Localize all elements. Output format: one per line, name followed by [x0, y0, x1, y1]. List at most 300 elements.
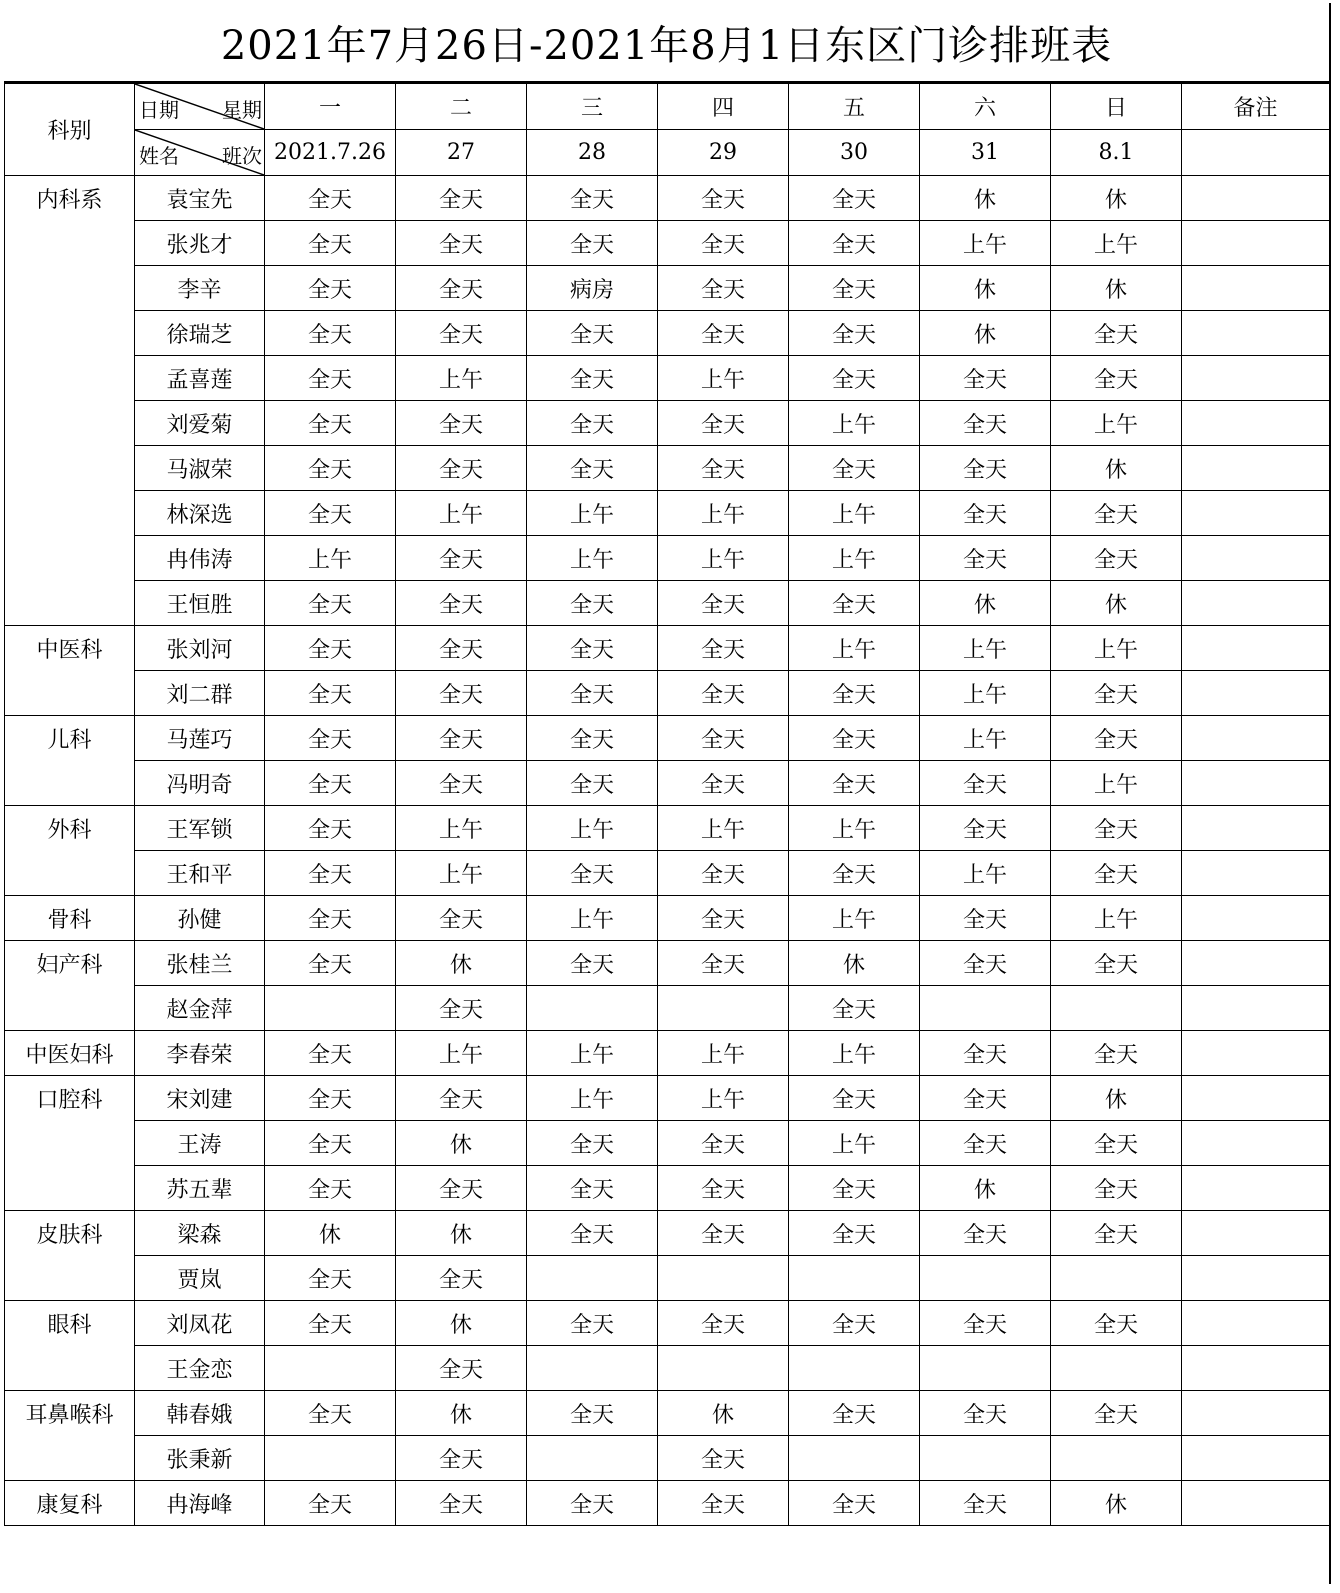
note-cell — [1182, 130, 1330, 176]
name-cell: 马莲巧 — [135, 716, 265, 761]
shift-cell: 全天 — [265, 851, 396, 896]
table-row — [5, 716, 1330, 761]
shift-cell: 全天 — [396, 1436, 527, 1481]
dept-cell: 康复科 — [5, 1481, 135, 1526]
shift-cell: 上午 — [789, 491, 920, 536]
date-cell: 31 — [920, 130, 1051, 176]
shift-cell: 全天 — [527, 1391, 658, 1436]
shift-cell: 休 — [396, 941, 527, 986]
shift-cell: 全天 — [920, 1076, 1051, 1121]
name-cell: 林深选 — [135, 491, 265, 536]
shift-cell: 全天 — [396, 716, 527, 761]
date-label: 日期 — [139, 98, 179, 122]
note-cell — [1182, 1031, 1330, 1076]
name-cell: 袁宝先 — [135, 176, 265, 221]
note-cell — [1182, 626, 1330, 671]
shift-cell: 全天 — [789, 1391, 920, 1436]
shift-cell: 上午 — [527, 806, 658, 851]
shift-cell: 上午 — [789, 536, 920, 581]
shift-cell: 上午 — [1051, 896, 1182, 941]
shift-cell — [789, 1256, 920, 1301]
shift-cell: 休 — [1051, 1076, 1182, 1121]
shift-cell: 全天 — [265, 716, 396, 761]
weekday-cell: 四 — [658, 84, 789, 130]
shift-cell: 休 — [265, 1211, 396, 1256]
table-row — [5, 266, 1330, 311]
note-cell — [1182, 356, 1330, 401]
shift-cell: 上午 — [527, 1031, 658, 1076]
note-cell — [1182, 1436, 1330, 1481]
shift-cell: 全天 — [658, 1301, 789, 1346]
shift-cell: 上午 — [920, 221, 1051, 266]
table-row — [5, 851, 1330, 896]
note-cell — [1182, 986, 1330, 1031]
date-cell: 8.1 — [1051, 130, 1182, 176]
dept-cell: 妇产科 — [5, 941, 135, 986]
shift-cell: 全天 — [265, 221, 396, 266]
dept-cell — [5, 266, 135, 311]
shift-cell: 上午 — [789, 1031, 920, 1076]
note-cell — [1182, 401, 1330, 446]
dept-cell — [5, 986, 135, 1031]
table-row — [5, 1211, 1330, 1256]
shift-cell: 全天 — [920, 941, 1051, 986]
name-cell: 张桂兰 — [135, 941, 265, 986]
shift-cell: 全天 — [396, 176, 527, 221]
date-cell: 27 — [396, 130, 527, 176]
shift-cell: 全天 — [920, 761, 1051, 806]
note-cell — [1182, 851, 1330, 896]
shift-cell: 休 — [1051, 1481, 1182, 1526]
weekday-cell: 六 — [920, 84, 1051, 130]
shift-cell — [789, 1346, 920, 1391]
name-cell: 冉伟涛 — [135, 536, 265, 581]
note-cell — [1182, 671, 1330, 716]
shift-cell: 休 — [396, 1211, 527, 1256]
shift-cell: 全天 — [265, 1391, 396, 1436]
shift-cell: 全天 — [1051, 491, 1182, 536]
note-cell — [1182, 1076, 1330, 1121]
table-row — [5, 311, 1330, 356]
dept-cell — [5, 1436, 135, 1481]
shift-cell: 上午 — [920, 716, 1051, 761]
dept-cell — [5, 1166, 135, 1211]
note-cell — [1182, 1301, 1330, 1346]
note-cell — [1182, 1481, 1330, 1526]
shift-cell: 上午 — [789, 806, 920, 851]
shift-cell: 全天 — [1051, 1031, 1182, 1076]
shift-cell: 全天 — [789, 1301, 920, 1346]
shift-cell: 全天 — [396, 626, 527, 671]
name-cell: 宋刘建 — [135, 1076, 265, 1121]
table-row — [5, 221, 1330, 266]
shift-cell: 全天 — [658, 1166, 789, 1211]
shift-cell — [265, 1346, 396, 1391]
shift-cell: 上午 — [1051, 401, 1182, 446]
shift-cell: 全天 — [920, 446, 1051, 491]
table-row — [5, 1031, 1330, 1076]
table-row — [5, 1391, 1330, 1436]
table-row — [5, 626, 1330, 671]
shift-cell: 上午 — [658, 491, 789, 536]
shift-cell: 全天 — [527, 1301, 658, 1346]
shift-cell: 全天 — [658, 671, 789, 716]
shift-cell: 全天 — [658, 761, 789, 806]
dept-cell: 内科系 — [5, 176, 135, 221]
shift-cell: 全天 — [789, 581, 920, 626]
shift-cell: 休 — [920, 1166, 1051, 1211]
shift-cell: 休 — [658, 1391, 789, 1436]
note-cell — [1182, 1211, 1330, 1256]
shift-cell: 休 — [1051, 176, 1182, 221]
weekday-cell: 日 — [1051, 84, 1182, 130]
name-cell: 徐瑞芝 — [135, 311, 265, 356]
shift-cell: 全天 — [658, 941, 789, 986]
shift-cell: 上午 — [396, 491, 527, 536]
shift-cell: 全天 — [396, 671, 527, 716]
note-cell — [1182, 266, 1330, 311]
note-cell — [1182, 1166, 1330, 1211]
shift-cell: 全天 — [396, 221, 527, 266]
shift-cell: 全天 — [527, 1481, 658, 1526]
page-title: 2021年7月26日-2021年8月1日东区门诊排班表 — [4, 3, 1329, 83]
table-row — [5, 671, 1330, 716]
shift-cell: 全天 — [658, 716, 789, 761]
table-row — [5, 536, 1330, 581]
dept-cell — [5, 491, 135, 536]
shift-cell: 全天 — [658, 851, 789, 896]
shift-cell: 全天 — [920, 806, 1051, 851]
note-cell — [1182, 491, 1330, 536]
shift-cell: 全天 — [920, 1391, 1051, 1436]
shift-cell: 全天 — [658, 896, 789, 941]
dept-cell — [5, 1256, 135, 1301]
shift-cell: 全天 — [789, 851, 920, 896]
table-row — [5, 491, 1330, 536]
dept-cell: 眼科 — [5, 1301, 135, 1346]
shift-cell: 全天 — [527, 761, 658, 806]
shift-cell: 全天 — [789, 446, 920, 491]
note-cell — [1182, 1121, 1330, 1166]
table-row — [5, 761, 1330, 806]
shift-cell: 全天 — [265, 176, 396, 221]
shift-cell: 上午 — [396, 806, 527, 851]
shift-cell: 全天 — [396, 311, 527, 356]
name-cell: 刘爱菊 — [135, 401, 265, 446]
shift-cell: 上午 — [658, 356, 789, 401]
shift-cell: 上午 — [1051, 221, 1182, 266]
table-row — [5, 1166, 1330, 1211]
shift-cell: 全天 — [265, 671, 396, 716]
shift-cell: 全天 — [527, 1121, 658, 1166]
shift-cell: 上午 — [658, 1031, 789, 1076]
shift-cell: 全天 — [265, 1031, 396, 1076]
shift-cell: 休 — [396, 1391, 527, 1436]
name-cell: 刘二群 — [135, 671, 265, 716]
shift-cell: 上午 — [789, 896, 920, 941]
shift-cell: 上午 — [658, 536, 789, 581]
name-cell: 张秉新 — [135, 1436, 265, 1481]
shift-cell: 全天 — [265, 446, 396, 491]
shift-cell: 全天 — [789, 761, 920, 806]
dept-cell: 外科 — [5, 806, 135, 851]
shift-cell — [920, 986, 1051, 1031]
table-row — [5, 1076, 1330, 1121]
shift-cell: 全天 — [1051, 311, 1182, 356]
dept-cell — [5, 311, 135, 356]
table-row — [5, 896, 1330, 941]
shift-cell: 全天 — [265, 266, 396, 311]
note-cell — [1182, 1346, 1330, 1391]
name-shift-header — [135, 130, 265, 176]
shift-cell: 休 — [396, 1121, 527, 1166]
shift-cell: 全天 — [265, 1481, 396, 1526]
table-row — [5, 581, 1330, 626]
shift-cell — [527, 1346, 658, 1391]
shift-cell: 休 — [920, 311, 1051, 356]
shift-cell: 上午 — [920, 626, 1051, 671]
date-cell: 30 — [789, 130, 920, 176]
shift-cell: 上午 — [396, 851, 527, 896]
table-row — [5, 401, 1330, 446]
shift-cell: 全天 — [265, 626, 396, 671]
shift-cell: 全天 — [396, 1481, 527, 1526]
shift-cell: 上午 — [920, 671, 1051, 716]
name-cell: 王涛 — [135, 1121, 265, 1166]
shift-cell: 全天 — [789, 986, 920, 1031]
shift-cell: 全天 — [396, 1076, 527, 1121]
shift-cell: 休 — [1051, 581, 1182, 626]
name-cell: 孟喜莲 — [135, 356, 265, 401]
shift-cell — [789, 1436, 920, 1481]
shift-cell: 上午 — [527, 896, 658, 941]
shift-cell: 全天 — [396, 266, 527, 311]
date-cell: 28 — [527, 130, 658, 176]
schedule-sheet — [4, 3, 1331, 1584]
name-cell: 张兆才 — [135, 221, 265, 266]
shift-cell: 全天 — [1051, 536, 1182, 581]
dept-header: 科别 — [5, 84, 135, 176]
dept-cell — [5, 761, 135, 806]
shift-cell: 上午 — [789, 1121, 920, 1166]
shift-cell: 休 — [396, 1301, 527, 1346]
shift-cell: 上午 — [527, 491, 658, 536]
shift-cell: 上午 — [265, 536, 396, 581]
shift-cell — [1051, 1346, 1182, 1391]
note-cell — [1182, 536, 1330, 581]
shift-cell: 全天 — [920, 1211, 1051, 1256]
shift-cell: 全天 — [1051, 851, 1182, 896]
shift-cell: 全天 — [789, 716, 920, 761]
note-cell — [1182, 176, 1330, 221]
shift-cell: 全天 — [265, 1166, 396, 1211]
shift-cell: 全天 — [527, 941, 658, 986]
date-cell: 2021.7.26 — [265, 130, 396, 176]
shift-cell: 全天 — [265, 401, 396, 446]
shift-cell: 全天 — [527, 1166, 658, 1211]
shift-cell: 全天 — [789, 1076, 920, 1121]
name-cell: 马淑荣 — [135, 446, 265, 491]
shift-cell: 全天 — [658, 626, 789, 671]
shift-cell: 上午 — [1051, 761, 1182, 806]
name-cell: 张刘河 — [135, 626, 265, 671]
shift-cell: 休 — [920, 176, 1051, 221]
table-row — [5, 986, 1330, 1031]
shift-cell: 全天 — [658, 581, 789, 626]
shift-cell: 全天 — [396, 581, 527, 626]
note-cell — [1182, 221, 1330, 266]
shift-cell — [527, 1436, 658, 1481]
shift-cell: 全天 — [1051, 1121, 1182, 1166]
shift-cell: 全天 — [789, 356, 920, 401]
shift-cell: 休 — [920, 266, 1051, 311]
dept-cell: 中医妇科 — [5, 1031, 135, 1076]
shift-cell: 上午 — [658, 1076, 789, 1121]
dept-cell — [5, 536, 135, 581]
weekday-label: 星期 — [222, 98, 262, 122]
shift-cell: 全天 — [658, 1121, 789, 1166]
shift-cell: 全天 — [789, 311, 920, 356]
shift-cell: 上午 — [527, 536, 658, 581]
table-row — [5, 1436, 1330, 1481]
shift-cell: 全天 — [789, 266, 920, 311]
note-cell — [1182, 941, 1330, 986]
shift-cell: 全天 — [1051, 716, 1182, 761]
shift-cell: 全天 — [789, 1211, 920, 1256]
shift-cell: 休 — [789, 941, 920, 986]
dept-cell: 中医科 — [5, 626, 135, 671]
dept-cell — [5, 1346, 135, 1391]
name-cell: 王军锁 — [135, 806, 265, 851]
shift-label: 班次 — [222, 144, 262, 168]
shift-cell: 全天 — [920, 1481, 1051, 1526]
note-cell — [1182, 716, 1330, 761]
note-header: 备注 — [1182, 84, 1330, 130]
shift-cell: 全天 — [789, 1481, 920, 1526]
shift-cell: 全天 — [527, 311, 658, 356]
name-cell: 梁森 — [135, 1211, 265, 1256]
name-cell: 贾岚 — [135, 1256, 265, 1301]
shift-cell: 全天 — [265, 1256, 396, 1301]
shift-cell — [527, 1256, 658, 1301]
dept-cell: 骨科 — [5, 896, 135, 941]
shift-cell: 全天 — [265, 311, 396, 356]
name-label: 姓名 — [139, 144, 179, 168]
shift-cell: 全天 — [920, 536, 1051, 581]
shift-cell: 上午 — [789, 626, 920, 671]
date-weekday-header — [135, 84, 265, 130]
shift-cell: 全天 — [396, 1166, 527, 1211]
table-row — [5, 1121, 1330, 1166]
note-cell — [1182, 761, 1330, 806]
weekday-cell: 一 — [265, 84, 396, 130]
table-row — [5, 176, 1330, 221]
shift-cell: 全天 — [265, 491, 396, 536]
shift-cell: 全天 — [265, 896, 396, 941]
shift-cell: 全天 — [396, 446, 527, 491]
shift-cell: 全天 — [1051, 1391, 1182, 1436]
shift-cell: 全天 — [527, 176, 658, 221]
name-cell: 李春荣 — [135, 1031, 265, 1076]
shift-cell: 全天 — [1051, 1166, 1182, 1211]
shift-cell: 全天 — [265, 941, 396, 986]
shift-cell: 上午 — [527, 1076, 658, 1121]
shift-cell: 全天 — [396, 761, 527, 806]
shift-cell: 全天 — [527, 401, 658, 446]
name-cell: 冯明奇 — [135, 761, 265, 806]
dept-cell — [5, 581, 135, 626]
shift-cell: 全天 — [789, 221, 920, 266]
note-cell — [1182, 581, 1330, 626]
name-cell: 王和平 — [135, 851, 265, 896]
dept-cell: 耳鼻喉科 — [5, 1391, 135, 1436]
dept-cell — [5, 1121, 135, 1166]
shift-cell: 全天 — [1051, 1301, 1182, 1346]
note-cell — [1182, 896, 1330, 941]
note-cell — [1182, 446, 1330, 491]
shift-cell: 全天 — [396, 1256, 527, 1301]
shift-cell — [920, 1256, 1051, 1301]
note-cell — [1182, 806, 1330, 851]
dept-cell — [5, 356, 135, 401]
shift-cell: 全天 — [396, 986, 527, 1031]
header-row-weekday — [5, 84, 1330, 130]
table-row — [5, 1256, 1330, 1301]
shift-cell: 全天 — [527, 716, 658, 761]
shift-cell: 全天 — [265, 806, 396, 851]
shift-cell: 上午 — [920, 851, 1051, 896]
shift-cell: 全天 — [658, 1436, 789, 1481]
dept-cell — [5, 671, 135, 716]
shift-cell: 全天 — [920, 401, 1051, 446]
shift-cell: 休 — [920, 581, 1051, 626]
dept-cell: 儿科 — [5, 716, 135, 761]
shift-cell: 全天 — [789, 176, 920, 221]
shift-cell: 全天 — [265, 1076, 396, 1121]
shift-cell: 全天 — [396, 401, 527, 446]
shift-cell: 全天 — [920, 896, 1051, 941]
shift-cell: 全天 — [920, 1121, 1051, 1166]
shift-cell: 全天 — [658, 401, 789, 446]
dept-cell — [5, 851, 135, 896]
name-cell: 李辛 — [135, 266, 265, 311]
shift-cell: 全天 — [527, 356, 658, 401]
shift-cell: 全天 — [658, 1211, 789, 1256]
weekday-cell: 五 — [789, 84, 920, 130]
name-cell: 王恒胜 — [135, 581, 265, 626]
table-row — [5, 806, 1330, 851]
shift-cell — [920, 1346, 1051, 1391]
shift-cell — [658, 1256, 789, 1301]
shift-cell: 全天 — [527, 581, 658, 626]
shift-cell: 全天 — [396, 536, 527, 581]
shift-cell — [1051, 1256, 1182, 1301]
shift-cell: 全天 — [658, 266, 789, 311]
shift-cell — [920, 1436, 1051, 1481]
table-row — [5, 356, 1330, 401]
name-cell: 韩春娥 — [135, 1391, 265, 1436]
name-cell: 冉海峰 — [135, 1481, 265, 1526]
dept-cell — [5, 221, 135, 266]
shift-cell: 全天 — [527, 446, 658, 491]
shift-cell: 上午 — [396, 1031, 527, 1076]
shift-cell: 全天 — [658, 1481, 789, 1526]
shift-cell: 上午 — [1051, 626, 1182, 671]
table-row — [5, 1481, 1330, 1526]
note-cell — [1182, 1256, 1330, 1301]
table-row — [5, 1346, 1330, 1391]
shift-cell: 病房 — [527, 266, 658, 311]
